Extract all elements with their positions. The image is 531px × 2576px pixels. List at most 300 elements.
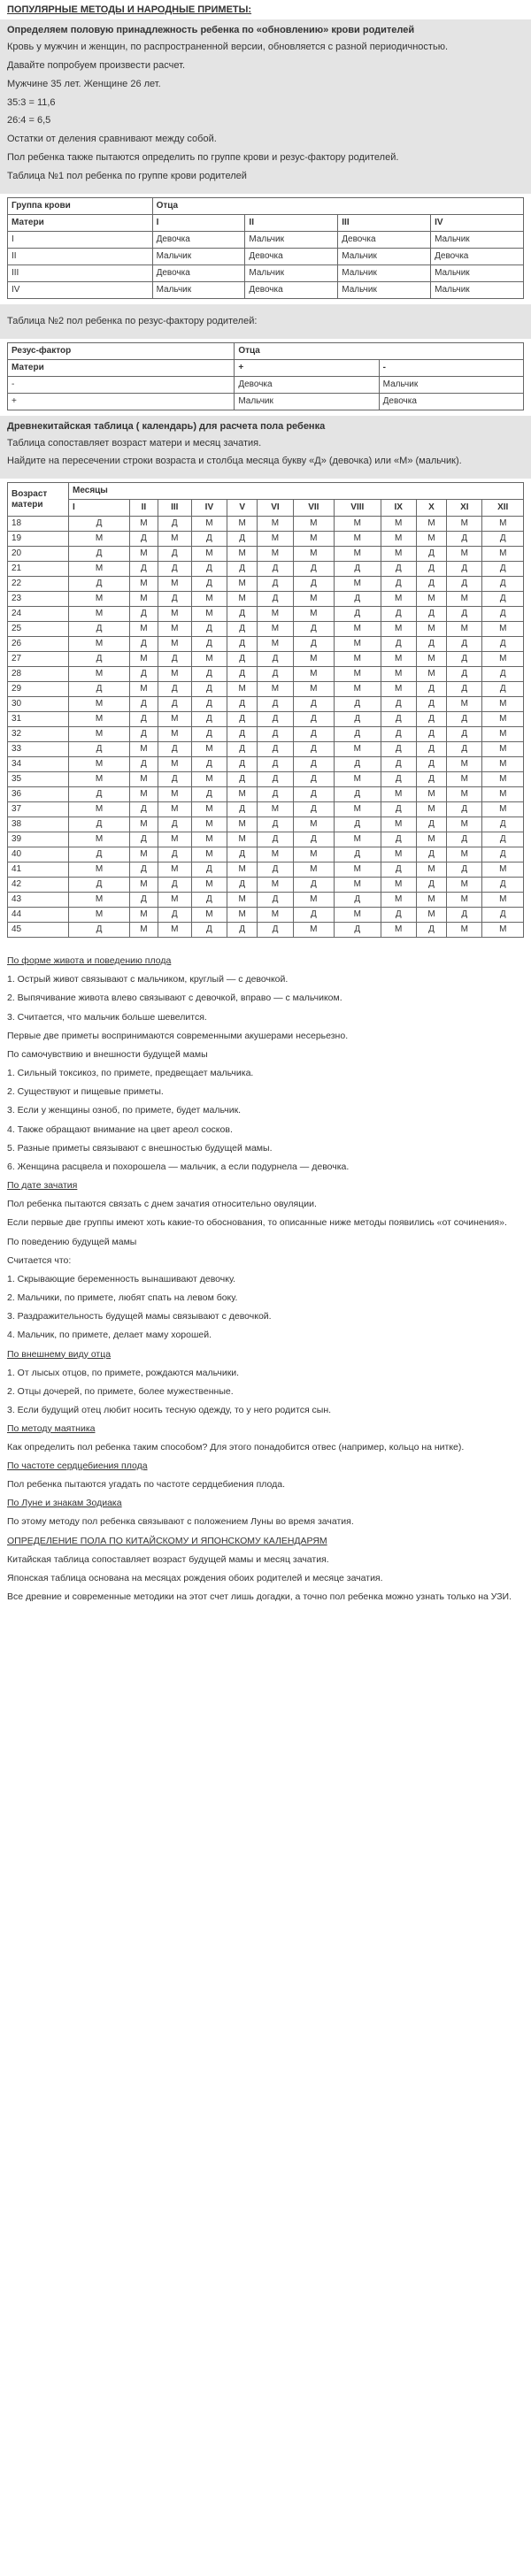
gender-cell: Д (447, 727, 482, 742)
gender-cell: Д (293, 908, 334, 923)
gender-cell: Д (416, 847, 446, 862)
gender-cell: Д (258, 592, 293, 607)
gender-cell: М (158, 712, 191, 727)
gender-cell: М (69, 802, 130, 817)
table-row (8, 622, 524, 637)
paragraph: 2. Отцы дочерей, по примете, более мужественные. (7, 1385, 234, 1397)
gender-cell: М (69, 893, 130, 908)
gender-cell: М (335, 577, 381, 592)
gender-cell: Д (158, 742, 191, 757)
age-cell: 43 (8, 893, 69, 908)
gender-cell: Д (482, 817, 524, 832)
table-cell: Мальчик (338, 281, 431, 298)
china-table (7, 482, 524, 938)
gender-cell: М (482, 712, 524, 727)
gender-cell: М (130, 878, 158, 893)
age-cell: 36 (8, 787, 69, 802)
gender-cell: Д (227, 727, 258, 742)
gender-cell: М (130, 742, 158, 757)
gender-cell: М (447, 817, 482, 832)
gender-cell: Д (258, 727, 293, 742)
gender-cell: М (416, 517, 446, 532)
gender-cell: М (482, 652, 524, 667)
gender-cell: М (191, 742, 227, 757)
gender-cell: Д (447, 637, 482, 652)
month-header: IV (191, 500, 227, 517)
gender-cell: Д (335, 592, 381, 607)
gender-cell: Д (381, 742, 416, 757)
paragraph: 4. Мальчик, по примете, делает маму хорошей. (7, 1330, 212, 1341)
gender-cell: М (293, 862, 334, 878)
gender-cell: М (335, 667, 381, 682)
blood-group-table-wrap (0, 194, 531, 304)
paragraph: 1. Сильный токсикоз, по примете, предвещает мальчика. (7, 1068, 254, 1079)
gender-cell: М (158, 862, 191, 878)
table-cell: Мальчик (431, 231, 524, 248)
gender-cell: М (482, 517, 524, 532)
gender-cell: Д (69, 878, 130, 893)
gender-cell: Д (482, 577, 524, 592)
gender-cell: Д (258, 742, 293, 757)
subsection-heading: По внешнему виду отца (7, 1348, 112, 1360)
table-row (8, 264, 524, 281)
table-cell: - (8, 376, 235, 393)
table-row (8, 787, 524, 802)
table-header: I (152, 214, 245, 231)
gender-cell: М (293, 652, 334, 667)
gender-cell: М (69, 667, 130, 682)
paragraph: 26:4 = 6,5 (7, 115, 51, 126)
gender-cell: Д (335, 787, 381, 802)
gender-cell: М (482, 622, 524, 637)
gender-cell: М (258, 802, 293, 817)
table-cell: + (8, 393, 235, 410)
gender-cell: М (191, 592, 227, 607)
age-cell: 42 (8, 878, 69, 893)
gender-cell: М (482, 697, 524, 712)
blood-update-section (0, 19, 531, 194)
gender-cell: М (482, 923, 524, 938)
gender-cell: М (482, 742, 524, 757)
age-cell: 29 (8, 682, 69, 697)
paragraph: 3. Раздражительность будущей мамы связывают с девочкой. (7, 1311, 272, 1322)
gender-cell: Д (191, 532, 227, 547)
gender-cell: Д (293, 727, 334, 742)
month-header: II (130, 500, 158, 517)
gender-cell: Д (293, 622, 334, 637)
gender-cell: М (381, 592, 416, 607)
gender-cell: Д (293, 772, 334, 787)
gender-cell: М (447, 517, 482, 532)
gender-cell: М (69, 832, 130, 847)
table-row (8, 757, 524, 772)
table-header-row (8, 342, 524, 359)
age-cell: 18 (8, 517, 69, 532)
gender-cell: М (69, 592, 130, 607)
gender-cell: Д (482, 562, 524, 577)
month-header: VII (293, 500, 334, 517)
paragraph: По самочувствию и внешности будущей мамы (7, 1048, 208, 1060)
month-header: X (416, 500, 446, 517)
gender-cell: М (416, 802, 446, 817)
gender-cell: М (69, 757, 130, 772)
month-header: IX (381, 500, 416, 517)
gender-cell: М (447, 787, 482, 802)
gender-cell: М (158, 532, 191, 547)
gender-cell: Д (227, 712, 258, 727)
month-header: III (158, 500, 191, 517)
gender-cell: Д (227, 772, 258, 787)
gender-cell: М (130, 923, 158, 938)
table-row (8, 637, 524, 652)
gender-cell: М (335, 652, 381, 667)
month-header: XII (482, 500, 524, 517)
table-cell: Мальчик (379, 376, 523, 393)
age-cell: 41 (8, 862, 69, 878)
paragraph: Давайте попробуем произвести расчет. (7, 59, 186, 71)
gender-cell: М (381, 787, 416, 802)
gender-cell: Д (258, 862, 293, 878)
table-cell: Девочка (245, 248, 338, 264)
table-cell: Девочка (431, 248, 524, 264)
gender-cell: Д (335, 562, 381, 577)
age-cell: 45 (8, 923, 69, 938)
table-cell: Девочка (152, 231, 245, 248)
gender-cell: Д (69, 547, 130, 562)
gender-cell: Д (381, 607, 416, 622)
gender-cell: Д (258, 697, 293, 712)
month-header: XI (447, 500, 482, 517)
gender-cell: М (130, 682, 158, 697)
table-cell: I (8, 231, 153, 248)
gender-cell: М (416, 862, 446, 878)
gender-cell: Д (447, 802, 482, 817)
paragraph: Остатки от деления сравнивают между собой. (7, 134, 217, 145)
table-header-row (8, 359, 524, 376)
gender-cell: М (69, 637, 130, 652)
gender-cell: Д (69, 787, 130, 802)
table-row (8, 682, 524, 697)
gender-cell: Д (191, 667, 227, 682)
gender-cell: Д (381, 727, 416, 742)
age-cell: 32 (8, 727, 69, 742)
gender-cell: М (227, 908, 258, 923)
gender-cell: Д (191, 697, 227, 712)
gender-cell: Д (335, 923, 381, 938)
gender-cell: Д (482, 682, 524, 697)
gender-cell: Д (258, 893, 293, 908)
table2-caption: Таблица №2 пол ребенка по резус-фактору родителей: (7, 315, 258, 326)
gender-cell: М (381, 817, 416, 832)
table-row (8, 772, 524, 787)
age-cell: 25 (8, 622, 69, 637)
table-cell: Мальчик (338, 248, 431, 264)
gender-cell: М (416, 908, 446, 923)
table-row (8, 376, 524, 393)
after-sections (7, 955, 524, 1528)
gender-cell: Д (191, 577, 227, 592)
gender-cell: Д (381, 577, 416, 592)
gender-cell: Д (227, 667, 258, 682)
gender-cell: Д (158, 562, 191, 577)
gender-cell: Д (69, 577, 130, 592)
table-cell: IV (8, 281, 153, 298)
gender-cell: Д (381, 562, 416, 577)
rh-table (7, 342, 524, 410)
gender-cell: Д (69, 652, 130, 667)
table1-caption: Таблица №1 пол ребенка по группе крови родителей (7, 170, 247, 181)
age-cell: 31 (8, 712, 69, 727)
paragraph: 2. Мальчики, по примете, любят спать на левом боку. (7, 1292, 238, 1304)
age-cell: 22 (8, 577, 69, 592)
gender-cell: Д (130, 893, 158, 908)
table-row (8, 532, 524, 547)
gender-cell: М (158, 787, 191, 802)
gender-cell: М (447, 592, 482, 607)
gender-cell: Д (416, 562, 446, 577)
gender-cell: Д (381, 757, 416, 772)
table-header: III (338, 214, 431, 231)
gender-cell: М (191, 607, 227, 622)
gender-cell: Д (227, 607, 258, 622)
table-cell: III (8, 264, 153, 281)
gender-cell: М (227, 787, 258, 802)
gender-cell: Д (130, 637, 158, 652)
table-cell: Мальчик (431, 264, 524, 281)
gender-cell: М (69, 532, 130, 547)
gender-cell: Д (293, 757, 334, 772)
gender-cell: Д (227, 697, 258, 712)
gender-cell: Д (158, 908, 191, 923)
gender-cell: Д (69, 817, 130, 832)
subsection-heading: По методу маятника (7, 1423, 96, 1435)
gender-cell: Д (335, 893, 381, 908)
final-paras (7, 1553, 524, 1604)
gender-cell: М (227, 592, 258, 607)
paragraph: 6. Женщина расцвела и похорошела — мальчик, а если подурнела — девочка. (7, 1162, 350, 1172)
blood-group-body (8, 231, 524, 298)
paragraph: Пол ребенка также пытаются определить по группе крови и резус-фактору родителей. (7, 152, 399, 164)
gender-cell: М (130, 817, 158, 832)
gender-cell: Д (227, 562, 258, 577)
table-row (8, 862, 524, 878)
paragraph: 1. Острый живот связывают с мальчиком, круглый — с девочкой. (7, 974, 289, 985)
table-row (8, 697, 524, 712)
gender-cell: Д (130, 667, 158, 682)
gender-cell: Д (293, 787, 334, 802)
table-row (8, 592, 524, 607)
gender-cell: Д (416, 878, 446, 893)
gender-cell: Д (482, 532, 524, 547)
gender-cell: Д (416, 742, 446, 757)
gender-cell: М (258, 878, 293, 893)
gender-cell: Д (335, 697, 381, 712)
age-cell: 38 (8, 817, 69, 832)
table-row (8, 248, 524, 264)
gender-cell: Д (191, 923, 227, 938)
gender-cell: Д (130, 757, 158, 772)
age-cell: 44 (8, 908, 69, 923)
gender-cell: М (381, 847, 416, 862)
age-cell: 20 (8, 547, 69, 562)
gender-cell: Д (447, 652, 482, 667)
gender-cell: Д (227, 878, 258, 893)
gender-cell: М (381, 923, 416, 938)
table-row (8, 667, 524, 682)
gender-cell: М (482, 893, 524, 908)
gender-cell: М (293, 667, 334, 682)
gender-cell: Д (416, 772, 446, 787)
subsection-heading: По Луне и знакам Зодиака (7, 1498, 122, 1509)
gender-cell: Д (293, 802, 334, 817)
gender-cell: Д (416, 923, 446, 938)
gender-cell: Д (158, 772, 191, 787)
gender-cell: М (335, 908, 381, 923)
age-cell: 37 (8, 802, 69, 817)
gender-cell: Д (69, 847, 130, 862)
gender-cell: Д (293, 878, 334, 893)
gender-cell: Д (227, 757, 258, 772)
gender-cell: М (191, 817, 227, 832)
paragraph: Считается что: (7, 1254, 72, 1266)
paragraph: Как определить пол ребенка таким способом? Для этого понадобится отвес (например, кольцо на нитке). (7, 1442, 465, 1453)
gender-cell: М (381, 517, 416, 532)
gender-cell: Д (130, 712, 158, 727)
rh-body (8, 376, 524, 410)
age-cell: 33 (8, 742, 69, 757)
age-cell: 21 (8, 562, 69, 577)
gender-cell: М (227, 817, 258, 832)
table-row (8, 923, 524, 938)
gender-cell: Д (258, 817, 293, 832)
gender-cell: М (158, 622, 191, 637)
table-cell: Мальчик (235, 393, 379, 410)
gender-cell: Д (293, 577, 334, 592)
paragraph: Мужчине 35 лет. Женщине 26 лет. (7, 78, 161, 89)
gender-cell: М (293, 607, 334, 622)
month-header: VIII (335, 500, 381, 517)
gender-cell: Д (416, 547, 446, 562)
table-cell: Мальчик (245, 231, 338, 248)
gender-cell: Д (381, 637, 416, 652)
table-cell: Мальчик (245, 264, 338, 281)
gender-cell: Д (482, 832, 524, 847)
table-cell: II (8, 248, 153, 264)
gender-cell: М (416, 787, 446, 802)
table-header: Матери (8, 359, 235, 376)
gender-cell: Д (258, 787, 293, 802)
gender-cell: М (335, 547, 381, 562)
gender-cell: М (381, 622, 416, 637)
gender-cell: М (447, 878, 482, 893)
gender-cell: М (191, 878, 227, 893)
rh-caption-section (0, 304, 531, 339)
subsection-heading: По дате зачатия (7, 1180, 78, 1192)
table-header: II (245, 214, 338, 231)
table-row (8, 847, 524, 862)
gender-cell: Д (158, 652, 191, 667)
gender-cell: М (258, 532, 293, 547)
gender-cell: М (227, 832, 258, 847)
china-section (0, 416, 531, 479)
table-cell: Мальчик (338, 264, 431, 281)
paragraph: По этому методу пол ребенка связывают с положением Луны во время зачатия. (7, 1516, 354, 1528)
gender-cell: М (158, 802, 191, 817)
gender-cell: М (482, 757, 524, 772)
gender-cell: Д (293, 832, 334, 847)
gender-cell: Д (335, 607, 381, 622)
gender-cell: Д (158, 817, 191, 832)
gender-cell: Д (482, 607, 524, 622)
gender-cell: М (258, 908, 293, 923)
gender-cell: Д (158, 682, 191, 697)
gender-cell: Д (158, 592, 191, 607)
gender-cell: М (335, 878, 381, 893)
table-header: Отца (235, 342, 524, 359)
gender-cell: Д (335, 817, 381, 832)
gender-cell: Д (227, 847, 258, 862)
table-row (8, 712, 524, 727)
gender-cell: Д (447, 742, 482, 757)
gender-cell: Д (416, 607, 446, 622)
gender-cell: Д (381, 908, 416, 923)
gender-cell: М (293, 893, 334, 908)
gender-cell: М (447, 893, 482, 908)
gender-cell: М (130, 652, 158, 667)
gender-cell: М (335, 862, 381, 878)
paragraph: 1. От лысых отцов, по примете, рождаются мальчики. (7, 1367, 240, 1378)
paragraph: 35:3 = 11,6 (7, 96, 56, 108)
gender-cell: М (258, 847, 293, 862)
gender-cell: М (416, 832, 446, 847)
table-row (8, 562, 524, 577)
gender-cell: Д (381, 772, 416, 787)
gender-cell: М (227, 682, 258, 697)
month-header: VI (258, 500, 293, 517)
gender-cell: Д (69, 682, 130, 697)
gender-cell: Д (258, 757, 293, 772)
table-header-row (8, 197, 524, 214)
gender-cell: М (447, 772, 482, 787)
gender-cell: Д (130, 532, 158, 547)
gender-cell: Д (416, 817, 446, 832)
gender-cell: М (416, 893, 446, 908)
table-row (8, 802, 524, 817)
table-header: Отца (152, 197, 523, 214)
gender-cell: М (335, 517, 381, 532)
gender-cell: Д (69, 622, 130, 637)
table-row (8, 817, 524, 832)
gender-cell: Д (482, 908, 524, 923)
gender-cell: Д (447, 908, 482, 923)
table-row (8, 908, 524, 923)
final-heading: ОПРЕДЕЛЕНИЕ ПОЛА ПО КИТАЙСКОМУ И ЯПОНСКОМУ КАЛЕНДАРЯМ (7, 1535, 327, 1546)
gender-cell: М (227, 517, 258, 532)
gender-cell: М (130, 517, 158, 532)
gender-cell: М (130, 908, 158, 923)
table-cell: Девочка (379, 393, 523, 410)
table-row (8, 607, 524, 622)
gender-cell: Д (258, 667, 293, 682)
gender-cell: Д (191, 893, 227, 908)
gender-cell: М (482, 547, 524, 562)
gender-cell: М (158, 637, 191, 652)
gender-cell: Д (381, 697, 416, 712)
paragraph: 3. Если будущий отец любит носить тесную одежду, то у него родится сын. (7, 1404, 332, 1415)
table-header-row (8, 500, 524, 517)
gender-cell: Д (130, 562, 158, 577)
gender-cell: М (258, 622, 293, 637)
